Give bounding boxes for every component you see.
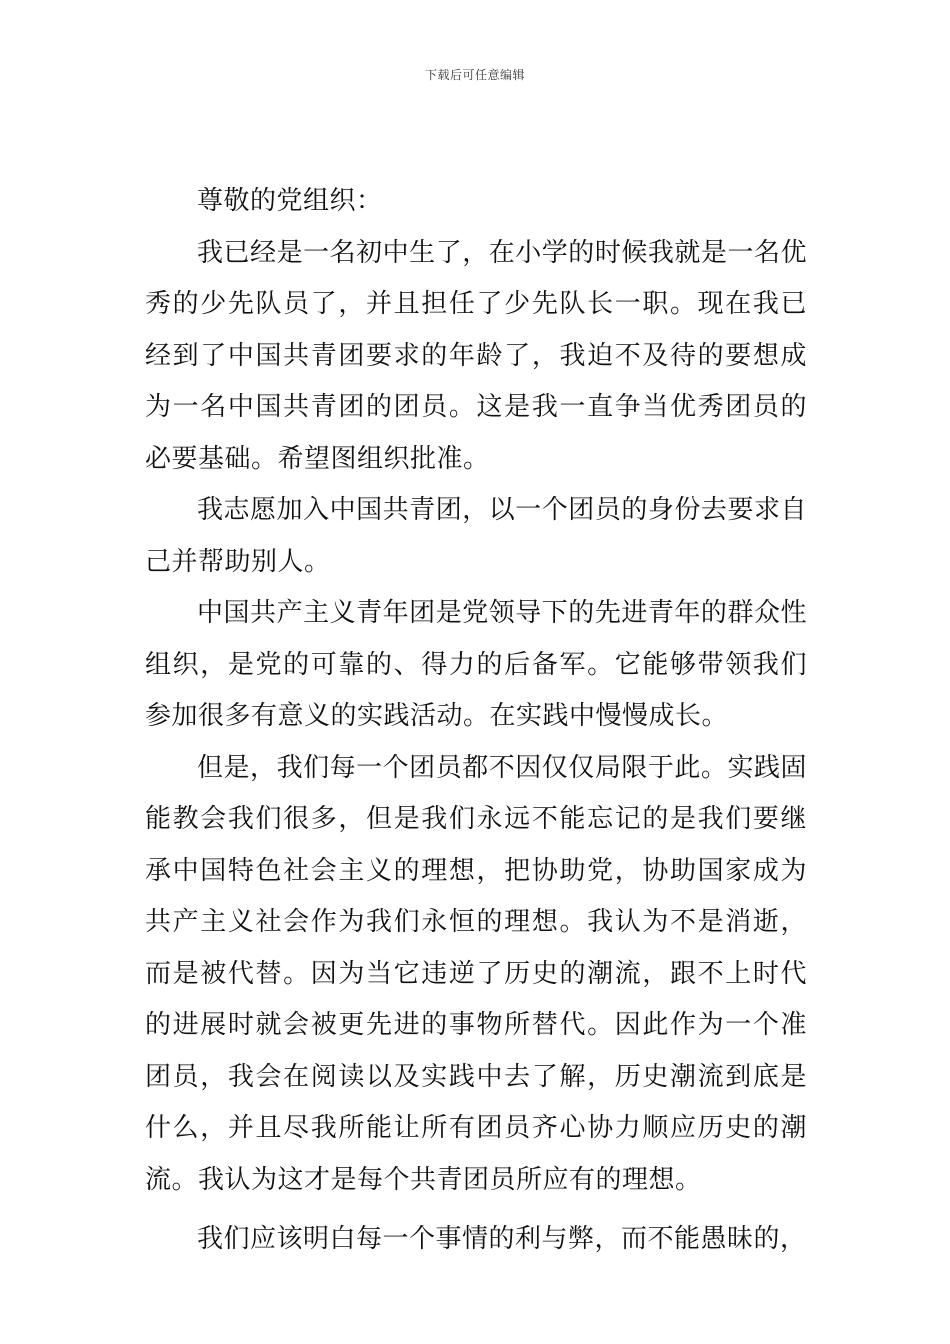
page-header-note: 下载后可任意编辑 [424,68,525,82]
letter-paragraph-3: 中国共产主义青年团是党领导下的先进青年的群众性组织，是党的可靠的、得力的后备军。它能够带领我们参加很多有意义的实践活动。在实践中慢慢成长。 [145,598,807,731]
letter-paragraph-1: 我已经是一名初中生了，在小学的时候我就是一名优秀的少先队员了，并且担任了少先队长一职。现在我已经到了中国共青团要求的年龄了，我迫不及待的要想成为一名中国共青团的团员。这是我一直争当优秀团员的必要基础。希望图组织批准。 [145,237,807,474]
letter-salutation: 尊敬的党组织： [197,186,383,216]
letter-paragraph-4: 但是，我们每一个团员都不因仅仅局限于此。实践固能教会我们很多，但是我们永远不能忘记的是我们要继承中国特色社会主义的理想，把协助党，协助国家成为共产主义社会作为我们永恒的理想。我认为不是消逝，而是被代替。因为当它违逆了历史的潮流，跟不上时代的进展时就会被更先进的事物所替代。因此作为一个准团员，我会在阅读以及实践中去了解，历史潮流到底是什么，并且尽我所能让所有团员齐心协力顺应历史的潮流。我认为这才是每个共青团员所应有的理想。 [145,752,807,1195]
letter-body [145,176,807,1266]
letter-paragraph-5: 我们应该明白每一个事情的利与弊，而不能愚昧的， [197,1224,807,1254]
letter-paragraph-2: 我志愿加入中国共青团，以一个团员的身份去要求自己并帮助别人。 [145,495,807,577]
